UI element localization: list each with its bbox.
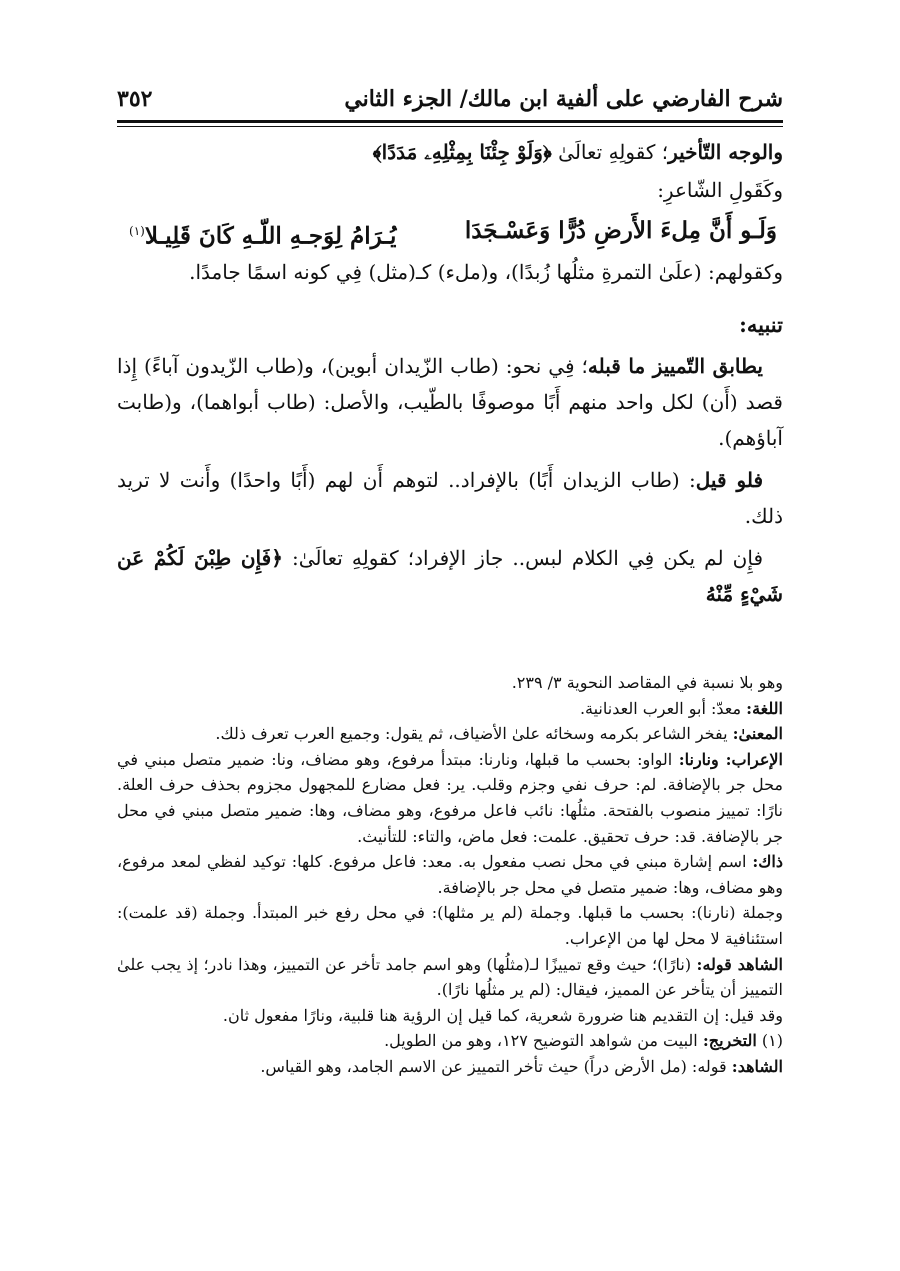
header-rule-thin — [117, 126, 783, 127]
footnote-label: الشاهد قوله: — [696, 954, 784, 974]
bold-phrase: يطابق التّمييز ما قبله — [587, 354, 763, 378]
page-number: ٣٥٢ — [117, 86, 153, 112]
text-run: فإِن لم يكن فِي الكلام لبس.. جاز الإفراد؛ كقولِهِ تعالَىٰ: — [282, 546, 764, 570]
footnote-label: ذاك: — [752, 852, 783, 872]
verse-hemistich-second — [129, 208, 396, 254]
footnote-marker: (١) — [129, 224, 145, 238]
footnote-text: اسم إشارة مبني في محل نصب مفعول به. معد: فاعل مرفوع. كلها: توكيد لفظي لمعد مرفوع، وهو مضاف، وها: ضمير متصل في محل جر بالإضافة. — [117, 852, 783, 897]
footnote-number: (١) — [756, 1031, 783, 1051]
footnote-text: الواو: بحسب ما قبلها، ونارنا: مبتدأ مرفوع، وهو مضاف، ونا: ضمير متصل مبني في محل جر بالإضافة. لم: حرف نفي وجزم وقلب. ير: فعل مضارع للمجهول مجزوم بحذف حرف العلة. نارًا: تمييز منصوب بالفتحة. مثلُها: نائب فاعل مرفوع، وهو مضاف، وها: ضمير متصل مبني في محل جر بالإضافة. قد: حرف تحقيق. علمت: فعل ماض، والتاء: للتأنيث. — [117, 749, 784, 846]
footnote-line — [117, 849, 783, 900]
bold-phrase: فلو قيل — [695, 468, 764, 492]
footnote-label: التخريج: — [702, 1031, 757, 1051]
text-run: ؛ فِي نحو: (طاب الزّيدان أبوين)، و(طاب الزّيدون آباءً) إِذا قصد (أَن) لكل واحد منهم أَبًا موصوفًا بالطّيب، والأصل: (طاب أبواهما)، و(طابت آباؤهم). — [117, 354, 783, 450]
footnote-label: المعنىٰ: — [732, 724, 783, 744]
footnotes — [117, 670, 783, 1080]
footnote-label: اللغة: — [746, 698, 783, 718]
footnote-text: معدّ: أبو العرب العدنانية. — [579, 698, 747, 718]
footnote-label: الإعراب: ونارنا: — [678, 749, 784, 769]
footnote-line — [117, 952, 783, 1003]
footnote-line: وقد قيل: إن التقديم هنا ضرورة شعرية، كما قيل إن الرؤية هنا قلبية، ونارًا مفعول ثان. — [222, 1005, 783, 1025]
paragraph — [117, 540, 783, 612]
footnote-line: وهو بلا نسبة في المقاصد النحوية ٣/ ٢٣٩. — [511, 673, 783, 692]
paragraph — [117, 348, 783, 456]
text-line — [117, 134, 783, 172]
quran-quote: ﴿وَلَوْ جِئْنَا بِمِثْلِهِۦ مَدَدًا﴾ — [372, 140, 552, 164]
footnote-text: يفخر الشاعر بكرمه وسخائه علىٰ الأضياف، ثم يقول: وجميع العرب تعرف ذلك. — [215, 724, 733, 744]
page-header — [117, 82, 783, 118]
running-title: شرح الفارضي على ألفية ابن مالك/ الجزء الثاني — [344, 86, 783, 112]
header-rule-thick — [117, 120, 783, 123]
text-run: ؛ كقولِهِ تعالَىٰ — [551, 140, 669, 164]
text-run: : (طاب الزيدان أَبًا) بالإفراد.. لتوهم أَن لهم (أَبًا واحدًا) وأَنت لا تريد ذلك. — [117, 468, 783, 528]
paragraph — [117, 462, 783, 534]
footnote-line — [117, 1054, 783, 1080]
footnote-line — [117, 696, 783, 722]
footnote-line: وجملة (نارنا): بحسب ما قبلها. وجملة (لم ير مثلها): في محل رفع خبر المبتدأ. وجملة (قد علمت): استئنافية لا محل لها من الإعراب. — [117, 903, 783, 948]
section-heading: تنبيه: — [739, 312, 783, 337]
text-line: وكقولهم: (علَىٰ التمرةِ مثلُها زُبدًا)، و(ملء) كـ(مثل) فِي كونه اسمًا جامدًا. — [189, 260, 783, 284]
footnote-line — [117, 1028, 783, 1054]
quran-quote: ﴿فَإِن طِبْنَ لَكُمْ عَن شَيْءٍ مِّنْهُ — [117, 546, 783, 606]
footnote-line — [117, 721, 783, 747]
footnote-label: الشاهد: — [731, 1056, 783, 1076]
book-page — [117, 0, 783, 1271]
bold-phrase: والوجه التّأخير — [668, 140, 783, 164]
footnote-text: البيت من شواهد التوضيح ١٢٧، وهو من الطويل. — [384, 1031, 703, 1051]
footnote-text: قوله: (مل الأرض دراً) حيث تأخر التمييز عن الاسم الجامد، وهو القياس. — [260, 1056, 732, 1076]
verse-hemistich-text: يُـرَامُ لِوَجـهِ اللّـهِ كَانَ قَلِيـلا — [144, 222, 397, 250]
footnote-line — [117, 747, 783, 849]
main-text — [117, 134, 783, 618]
text-line: وكَقَولِ الشّاعرِ: — [657, 178, 783, 202]
verse-hemistich-first: وَلَـو أَنَّ مِلءَ الأَرضِ دُرًّا وَعَسْـجَدَا — [464, 217, 777, 244]
footnote-text: (نارًا)؛ حيث وقع تمييزًا لـ(مثلُها) وهو اسم جامد تأخر عن التمييز، وهذا نادر؛ إذ يجب علىٰ التمييز أن يتأخر عن المميز، فيقال: (لم ير مثلُها نارًا). — [117, 954, 783, 1000]
poetry-verse — [117, 208, 783, 254]
